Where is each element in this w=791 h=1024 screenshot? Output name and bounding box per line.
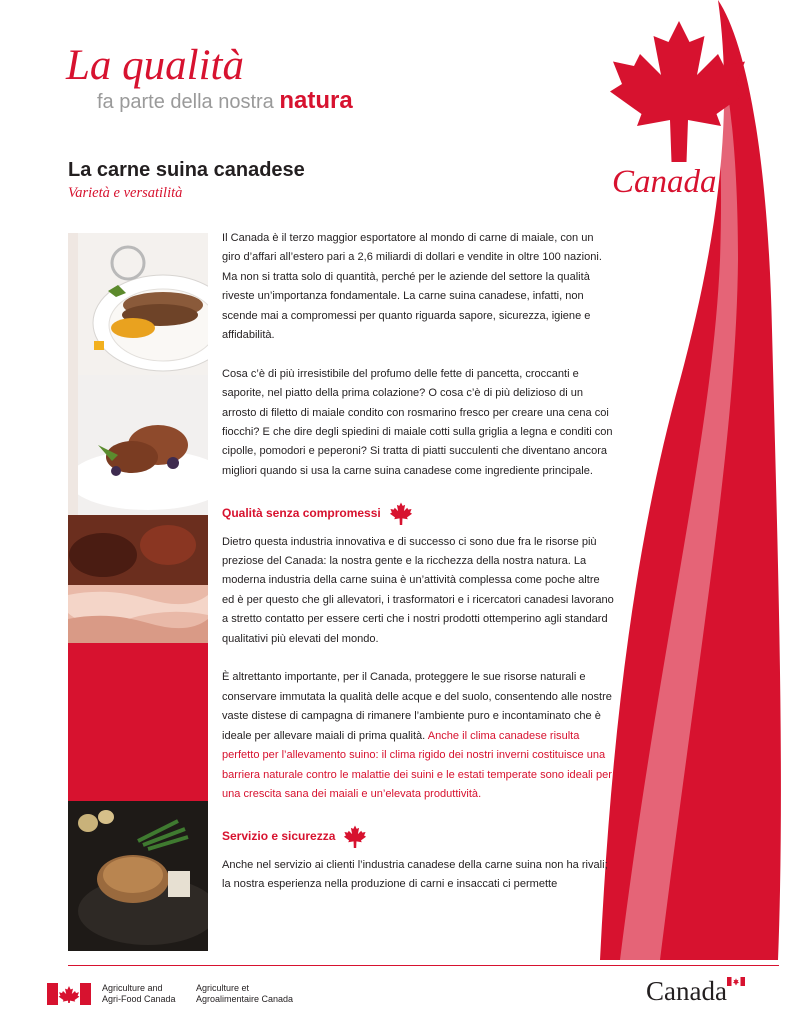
paragraph-climate-highlight: Anche il clima canadese risulta perfetto per l’allevamento suino: il clima rigido dei nostri inverni costituisce una barriera naturale contro le malattie dei suini e le estati temperate sono ideali per una crescita sana dei maiali e un’elevata produttività.: [222, 729, 612, 800]
canada-flag-icon: [47, 983, 91, 1005]
section-heading-quality: [222, 501, 614, 527]
photo-column: [68, 233, 208, 953]
footer-divider: [68, 965, 779, 966]
red-panel: [68, 643, 208, 801]
page-title: La carne suina canadese: [68, 159, 305, 181]
section-heading-quality-text: Qualità senza compromessi: [222, 505, 381, 520]
paragraph-environment: [222, 668, 614, 804]
department-name-english-line2: Agri-Food Canada: [102, 994, 176, 1004]
brand-subtitle: [97, 87, 353, 116]
canada-wordmark: Canada: [646, 976, 727, 1006]
cured-meats-photo: [68, 515, 208, 643]
paragraph-dishes: Cosa c’è di più irresistibile del profumo delle fette di pancetta, croccanti e saporite, nel piatto della prima colazione? O cosa c’è di più delizioso di un arrosto di filetto di maiale condito con rosmarino fresco per creare una cena coi fiocchi? E che dire degli spiedini di maiale cotti sulla griglia a legna e conditi con cipolle, pomodori e peperoni? Si tratta di piatti succulenti che diventano ancora migliori quando si usa la carne suina canadese come ingrediente principale.: [222, 367, 613, 477]
pork-dish-photo-2: [68, 375, 208, 515]
brand-subtitle-text: fa parte della nostra: [97, 91, 280, 113]
department-name-french-line2: Agroalimentaire Canada: [196, 994, 294, 1004]
department-name-english: [102, 983, 176, 1005]
section-heading-service-text: Servizio e sicurezza: [222, 829, 336, 844]
pork-dish-photo-1: [68, 233, 208, 375]
canada-flag-icon: [727, 977, 745, 986]
department-name-french: [196, 983, 293, 1005]
maple-leaf-icon: [341, 825, 369, 849]
paragraph-service: Anche nel servizio ai clienti l’industria canadese della carne suina non ha rivali; la nostra esperienza nella produzione di carni e insaccati ci permette: [222, 858, 608, 891]
paragraph-environment-text: È altrettanto importante, per il Canada, proteggere le sue risorse naturali e conservare immutata la qualità delle acque e del suolo, consentendo alle nostre vaste distese di campagna di rimanere l’ambiente puro e incontaminato che è ideale per allevare maiali di prima qualità.: [222, 671, 612, 742]
brand-title: La qualità: [66, 42, 245, 89]
paragraph-quality: Dietro questa industria innovativa e di successo ci sono due fra le risorse più preziose del Canada: la nostra gente e la ricchezza della nostra natura. La moderna industria della carne suina è un’attività complessa come poche altre ed è per questo che gli allevatori, i trasformatori e i ricercatori canadesi lavorano a stretto contatto per essere certi che i nostri prodotti ottemperino agli standard qualitativi più elevati del mondo.: [222, 535, 614, 645]
pork-chop-photo: [68, 801, 208, 951]
page-subtitle: Varietà e versatilità: [68, 185, 183, 201]
canada-script-label: Canada: [612, 164, 717, 200]
department-name-english-line1: Agriculture and: [102, 983, 163, 993]
paragraph-intro: Il Canada è il terzo maggior esportatore al mondo di carne di maiale, con un giro d’affari all’estero pari a 2,6 miliardi di dollari e vendite in oltre 100 nazioni. Ma non si tratta solo di quantità, perché per le aziende del settore la qualità riveste un’importanza fondamentale. La carne suina canadese, infatti, non scende mai a compromessi per quanto riguarda sapore, sicurezza, igiene e affidabilità.: [222, 232, 602, 342]
section-heading-service: [222, 824, 614, 850]
department-name-french-line1: Agriculture et: [196, 983, 250, 993]
article-body: [222, 229, 614, 895]
maple-leaf-icon: [387, 502, 415, 526]
maple-leaf-icon: [593, 18, 765, 168]
brand-subtitle-accent: natura: [279, 87, 353, 114]
